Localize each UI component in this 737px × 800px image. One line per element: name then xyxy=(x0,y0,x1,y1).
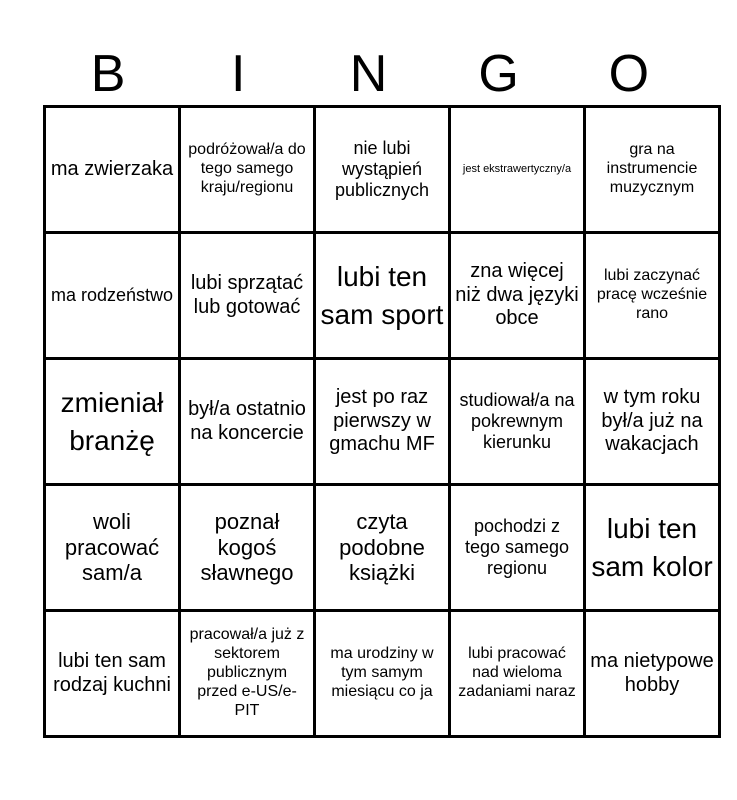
grid-row xyxy=(45,611,720,737)
bingo-cell[interactable]: czyta podobne książki xyxy=(315,485,450,611)
bingo-cell[interactable]: ma rodzeństwo xyxy=(45,233,180,359)
header-letter-g: G xyxy=(478,45,519,103)
bingo-cell[interactable]: lubi ten sam sport xyxy=(315,233,450,359)
bingo-cell[interactable]: nie lubi wystąpień publicznych xyxy=(315,107,450,233)
bingo-cell[interactable]: ma urodziny w tym samym miesiącu co ja xyxy=(315,611,450,737)
bingo-cell[interactable]: był/a ostatnio na koncercie xyxy=(180,359,315,485)
bingo-cell[interactable]: zmieniał branżę xyxy=(45,359,180,485)
bingo-cell[interactable]: jest po raz pierwszy w gmachu MF xyxy=(315,359,450,485)
bingo-cell[interactable]: woli pracować sam/a xyxy=(45,485,180,611)
header-letter-b: B xyxy=(90,45,126,103)
bingo-cell[interactable]: ma zwierzaka xyxy=(45,107,180,233)
grid-row xyxy=(45,359,720,485)
header-letter-n: N xyxy=(349,45,388,103)
bingo-cell[interactable]: pracował/a już z sektorem publicznym przed e-US/e-PIT xyxy=(180,611,315,737)
grid-row xyxy=(45,107,720,233)
header-letter-i: I xyxy=(231,45,246,103)
bingo-cell[interactable]: lubi ten sam kolor xyxy=(585,485,720,611)
grid-row xyxy=(45,233,720,359)
bingo-cell[interactable]: lubi pracować nad wieloma zadaniami naraz xyxy=(450,611,585,737)
header-letter-o: O xyxy=(608,45,650,103)
bingo-cell[interactable]: podróżował/a do tego samego kraju/regionu xyxy=(180,107,315,233)
bingo-cell[interactable]: poznał kogoś sławnego xyxy=(180,485,315,611)
bingo-header xyxy=(43,42,694,106)
bingo-cell[interactable]: zna więcej niż dwa języki obce xyxy=(450,233,585,359)
bingo-cell[interactable]: lubi zaczynać pracę wcześnie rano xyxy=(585,233,720,359)
bingo-cell[interactable]: jest ekstrawertyczny/a xyxy=(450,107,585,233)
bingo-cell[interactable]: gra na instrumencie muzycznym xyxy=(585,107,720,233)
grid-row xyxy=(45,485,720,611)
bingo-cell[interactable]: ma nietypowe hobby xyxy=(585,611,720,737)
bingo-cell[interactable]: lubi sprzątać lub gotować xyxy=(180,233,315,359)
bingo-cell[interactable]: studiował/a na pokrewnym kierunku xyxy=(450,359,585,485)
bingo-grid xyxy=(43,105,721,738)
bingo-cell[interactable]: lubi ten sam rodzaj kuchni xyxy=(45,611,180,737)
bingo-cell[interactable]: pochodzi z tego samego regionu xyxy=(450,485,585,611)
bingo-cell[interactable]: w tym roku był/a już na wakacjach xyxy=(585,359,720,485)
